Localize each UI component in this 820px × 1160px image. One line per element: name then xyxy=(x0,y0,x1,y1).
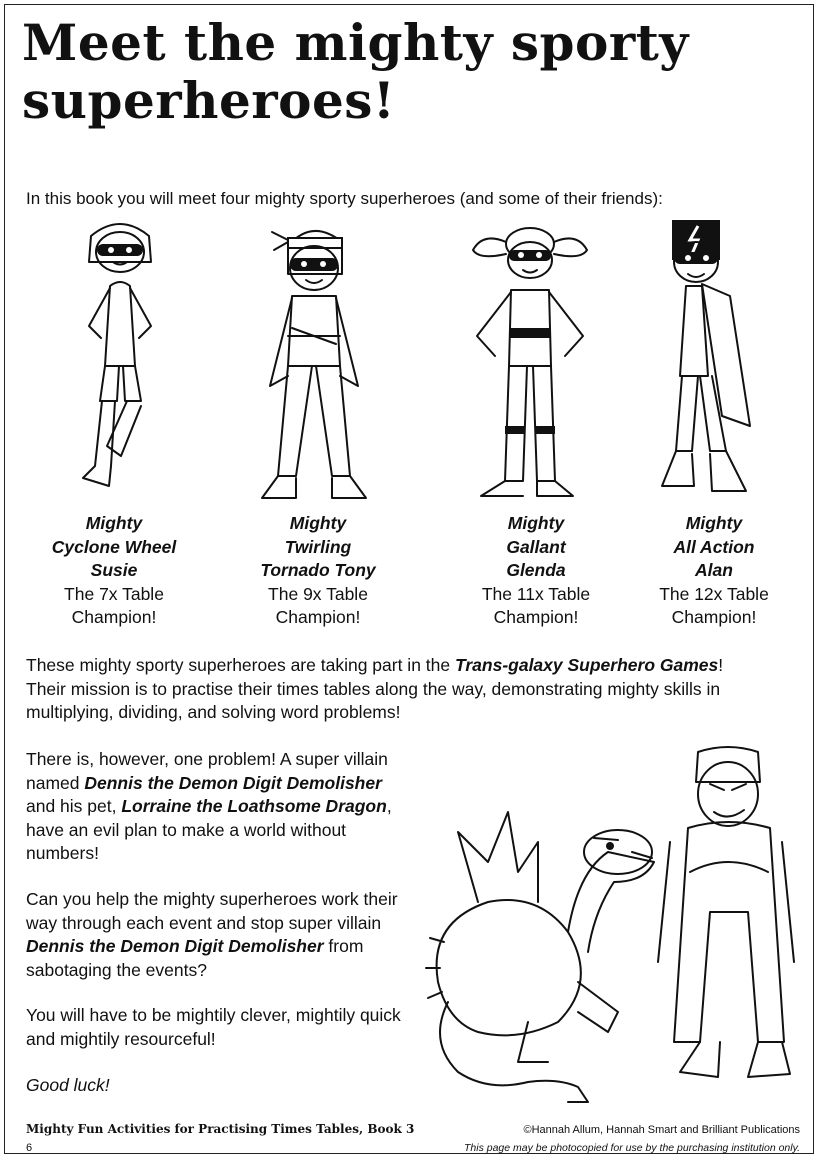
help-paragraph xyxy=(26,888,418,982)
hero-name-line: Twirling xyxy=(284,536,352,557)
problem-text: There is, however, one problem! A super villain named xyxy=(26,749,388,793)
copyright-text: ©Hannah Allum, Hannah Smart and Brilliant Publications xyxy=(523,1124,800,1136)
glenda-illustration xyxy=(465,216,595,506)
hero-name-line: Mighty xyxy=(685,513,743,533)
photocopy-note: This page may be photocopied for use by the purchasing institution only. xyxy=(463,1142,800,1154)
hero-desc-line: Champion! xyxy=(671,607,757,627)
alan-illustration xyxy=(652,216,782,506)
problem-paragraph xyxy=(26,748,411,866)
dragon-name: Lorraine the Loathsome Dragon xyxy=(121,796,387,816)
hero-desc-line: Champion! xyxy=(71,607,157,627)
hero-desc-line: The 9x Table xyxy=(268,583,368,604)
villain-and-dragon-illustration xyxy=(418,742,798,1107)
hero-name-line: Alan xyxy=(695,560,733,580)
villain-drawing xyxy=(658,747,794,1077)
hero-desc-line: Champion! xyxy=(493,607,579,627)
games-paragraph xyxy=(26,654,756,725)
hero-desc-line: The 12x Table xyxy=(659,583,769,604)
hero-name-line: Mighty xyxy=(85,513,143,533)
susie-illustration xyxy=(55,216,185,506)
hero-name-line: Glenda xyxy=(506,560,566,580)
hero-caption-alan xyxy=(629,512,799,630)
good-luck-text: Good luck! xyxy=(26,1075,110,1095)
villain-name: Dennis the Demon Digit Demolisher xyxy=(26,936,324,956)
book-title-footer: Mighty Fun Activities for Practising Times Tables, Book 3 xyxy=(26,1122,415,1136)
hero-name-line: Mighty xyxy=(507,513,565,533)
hero-name-line: Gallant xyxy=(506,536,566,557)
clever-paragraph: You will have to be mightily clever, mightily quick and mightily resourceful! xyxy=(26,1005,401,1049)
hero-caption-tony xyxy=(233,512,403,630)
hero-name-line: Tornado Tony xyxy=(260,560,376,580)
help-text: from sabotaging the events? xyxy=(26,936,364,980)
hero-caption-susie xyxy=(29,512,199,630)
problem-text: , have an evil plan to make a world without numbers! xyxy=(26,796,392,863)
hero-desc-line: The 11x Table xyxy=(481,583,591,604)
dragon-drawing xyxy=(426,812,654,1102)
tony-illustration xyxy=(250,216,380,506)
games-name: Trans-galaxy Superhero Games xyxy=(454,655,719,675)
page-title: Meet the mighty sporty superheroes! xyxy=(22,13,689,130)
help-text: Can you help the mighty superheroes work their way through each event and stop super villain xyxy=(26,889,398,933)
hero-name-line: Susie xyxy=(90,560,138,580)
hero-desc-line: Champion! xyxy=(275,607,361,627)
games-text-end: ! Their mission is to practise their times tables along the way, demonstrating mighty skills in multiplying, dividing, and solving word problems! xyxy=(26,655,724,722)
hero-name-line: All Action xyxy=(673,536,755,557)
intro-text: In this book you will meet four mighty sporty superheroes (and some of their friends): xyxy=(26,189,663,208)
villain-name: Dennis the Demon Digit Demolisher xyxy=(84,772,382,793)
hero-caption-glenda xyxy=(451,512,621,630)
games-text: These mighty sporty superheroes are taking part in the xyxy=(26,655,455,675)
hero-desc-line: The 7x Table xyxy=(64,583,164,604)
hero-name-line: Cyclone Wheel xyxy=(51,536,177,557)
problem-text: and his pet, xyxy=(26,796,122,816)
page-number: 6 xyxy=(26,1142,33,1154)
hero-name-line: Mighty xyxy=(289,513,347,533)
